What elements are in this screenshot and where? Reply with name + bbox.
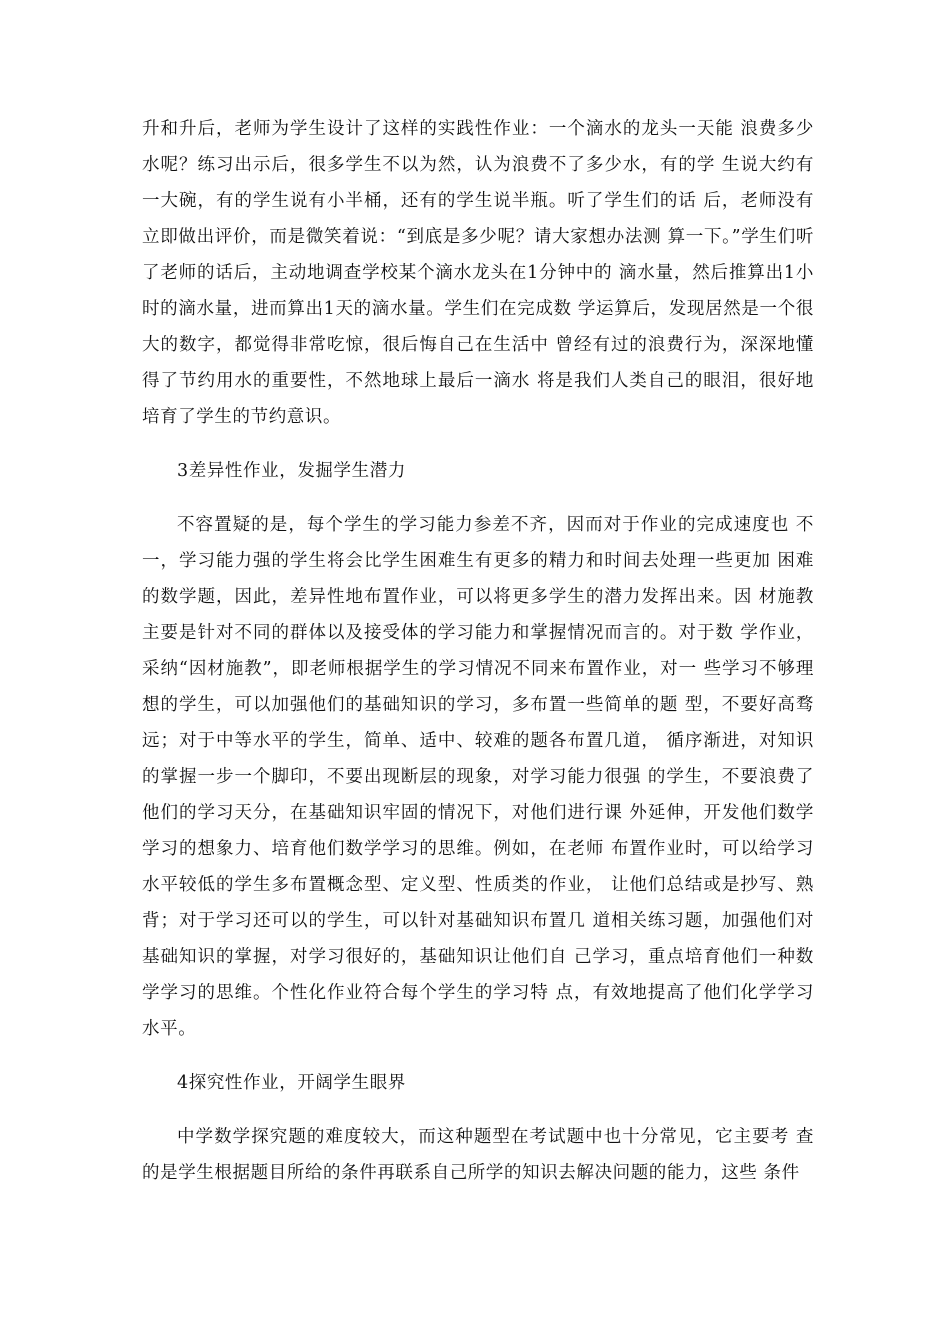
section-heading-exploratory-homework: 4探究性作业，开阔学生眼界 bbox=[177, 1073, 406, 1093]
paragraph-water-practice: 升和升后，老师为学生设计了这样的实践性作业：一个滴水的龙头一天能 浪费多少水呢？练习出示后，很多学生不以为然，认为浪费不了多少水，有的学 生说大约有一大碗，有的学生说有小半桶，还有的学生说半瓶。听了学生们的话 后，老师没有立即做出评价，而是微笑着说：“到底是多少呢？请大家想办法测 算一下。”学生们听了老师的话后，主动地调查学校某个滴水龙头在1分钟中的 滴水量，然后推算出1小时的滴水量，进而算出1天的滴水量。学生们在完成数 学运算后，发现居然是一个很大的数字，都觉得非常吃惊，很后悔自己在生活中 曾经有过的浪费行为，深深地懂得了节约用水的重要性，不然地球上最后一滴水 将是我们人类自己的眼泪，很好地培育了学生的节约意识。 bbox=[142, 119, 814, 427]
section-heading-differentiated-homework: 3差异性作业，发掘学生潜力 bbox=[177, 461, 406, 481]
paragraph-exploratory-homework: 中学数学探究题的难度较大，而这种题型在考试题中也十分常见，它主要考 查的是学生根据题目所给的条件再联系自己所学的知识去解决问题的能力，这些 条件 bbox=[142, 1127, 814, 1183]
paragraph-gap bbox=[142, 435, 814, 453]
paragraph-gap bbox=[142, 1047, 814, 1065]
paragraph-differentiated-homework: 不容置疑的是，每个学生的学习能力参差不齐，因而对于作业的完成速度也 不一，学习能力强的学生将会比学生困难生有更多的精力和时间去处理一些更加 困难的数学题，因此，差异性地布置作业，可以将更多学生的潜力发挥出来。因 材施教主要是针对不同的群体以及接受体的学习能力和掌握情况而言的。对于数 学作业，采纳“因材施教”，即老师根据学生的学习情况不同来布置作业，对一 些学习不够理想的学生，可以加强他们的基础知识的学习，多布置一些简单的题 型，不要好高骛远；对于中等水平的学生，简单、适中、较难的题各布置几道， 循序渐进，对知识的掌握一步一个脚印，不要出现断层的现象，对学习能力很强 的学生，不要浪费了他们的学习天分，在基础知识牢固的情况下，对他们进行课 外延伸，开发他们数学学习的想象力、培育他们数学学习的思维。例如，在老师 布置作业时，可以给学习水平较低的学生多布置概念型、定义型、性质类的作业， 让他们总结或是抄写、熟背；对于学习还可以的学生，可以针对基础知识布置几 道相关练习题，加强他们对基础知识的掌握，对学习很好的，基础知识让他们自 己学习，重点培育他们一种数学学习的思维。个性化作业符合每个学生的学习特 点，有效地提高了他们化学学习水平。 bbox=[142, 515, 814, 1039]
document-body bbox=[142, 111, 814, 1191]
paragraph-gap bbox=[142, 489, 814, 507]
paragraph-gap bbox=[142, 1101, 814, 1119]
